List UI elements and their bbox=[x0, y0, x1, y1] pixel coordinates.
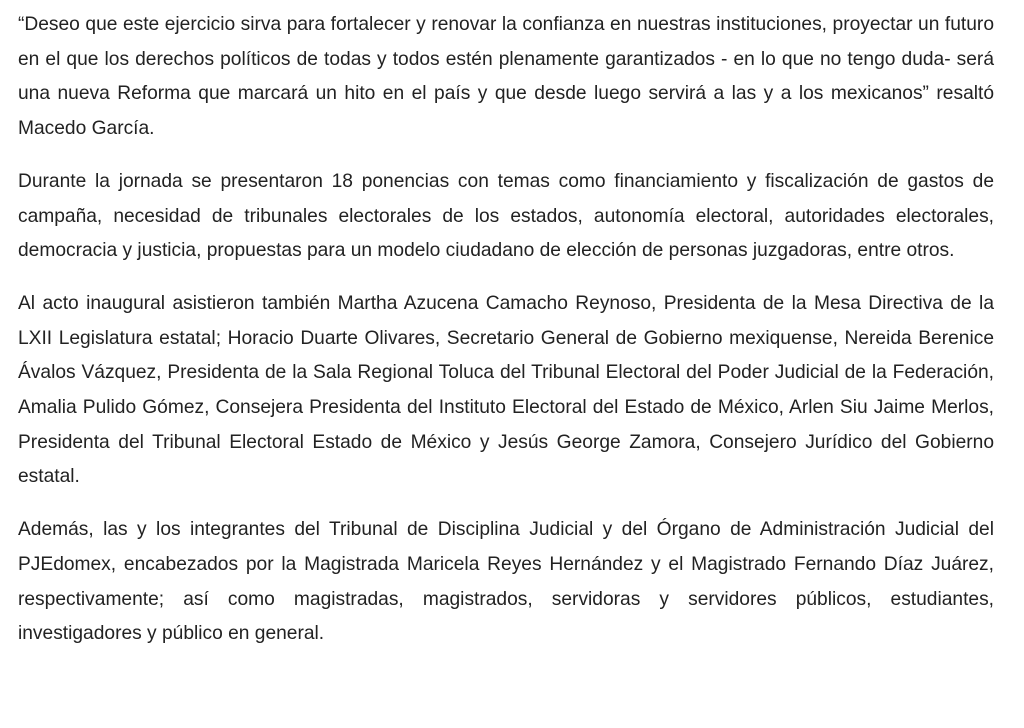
paragraph-quote: “Deseo que este ejercicio sirva para fortalecer y renovar la confianza en nuestras instituciones, proyectar un futuro en el que los derechos políticos de todas y todos estén plenamente garantizados - en lo que no tengo duda- será una nueva Reforma que marcará un hito en el país y que desde luego servirá a las y a los mexicanos” resaltó Macedo García. bbox=[18, 14, 994, 140]
paragraph-integrantes: Además, las y los integrantes del Tribunal de Disciplina Judicial y del Órgano de Administración Judicial del PJEdomex, encabezados por la Magistrada Maricela Reyes Hernández y el Magistrado Fernando Díaz Juárez, respectivamente; así como magistradas, magistrados, servidoras y servidores públicos, estudiantes, investigadores y público en general. bbox=[18, 519, 994, 645]
paragraph-ponencias: Durante la jornada se presentaron 18 ponencias con temas como financiamiento y fiscalización de gastos de campaña, necesidad de tribunales electorales de los estados, autonomía electoral, autoridades electorales, democracia y justicia, propuestas para un modelo ciudadano de elección de personas juzgadoras, entre otros. bbox=[18, 170, 994, 262]
paragraph-asistentes: Al acto inaugural asistieron también Martha Azucena Camacho Reynoso, Presidenta de la Mesa Directiva de la LXII Legislatura estatal; Horacio Duarte Olivares, Secretario General de Gobierno mexiquense, Nereida Berenice Ávalos Vázquez, Presidenta de la Sala Regional Toluca del Tribunal Electoral del Poder Judicial de la Federación, Amalia Pulido Gómez, Consejera Presidenta del Instituto Electoral del Estado de México, Arlen Siu Jaime Merlos, Presidenta del Tribunal Electoral Estado de México y Jesús George Zamora, Consejero Jurídico del Gobierno estatal. bbox=[18, 292, 994, 488]
